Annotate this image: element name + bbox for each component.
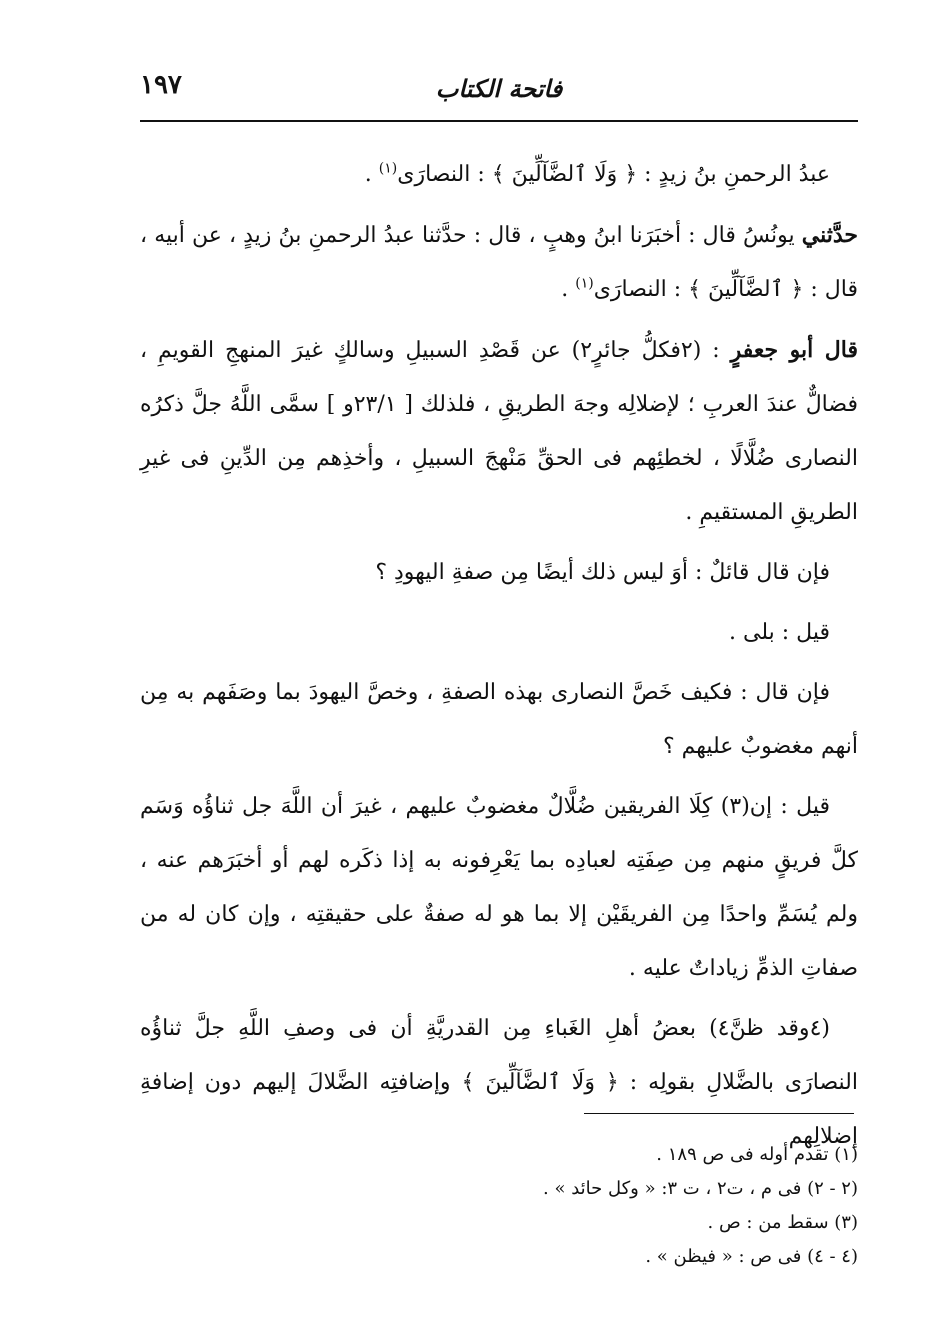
footnote-1: (١) تقدم أوله فى ص ١٨٩ . [656, 1144, 858, 1165]
footnote-3: (٣) سقط من : ص . [707, 1212, 858, 1233]
footnote-ref: (١) [378, 160, 398, 177]
page-header [140, 70, 858, 114]
paragraph-lead: قال أبو جعفرٍ [730, 337, 859, 363]
running-title: فاتحة الكتاب [435, 74, 563, 103]
main-text [140, 148, 858, 1170]
paragraph-end: . [364, 162, 379, 187]
paragraph-1 [140, 148, 858, 202]
header-rule [140, 120, 858, 122]
paragraph-7: قيل : إن(٣) كِلَا الفريقين ضُلَّالٌ مغضوبٌ عليهم ، غيرَ أن اللَّهَ جل ثناؤُه وَسَم كلَّ فريقٍ منهم مِن صِفَتِه لعبادِه بما يَعْرِفونه به إذا ذكَره لهم أو أخبَرَهم عنه ، ولم يُسَمِّ واحدًا مِن الفريقَيْن إلا بما هو له صفةٌ على حقيقتِه ، وإن كان له من صفاتِ الذمِّ زياداتٌ عليه . [140, 794, 858, 981]
footnote-2: (٢ - ٢) فى م ، ت٢ ، ت ٣: « وكل حائد » . [543, 1178, 858, 1199]
footnote-4: (٤ - ٤) فى ص : « فيظن » . [645, 1246, 858, 1267]
paragraph-text: : (٢فكلُّ جائرٍ٢) عن قَصْدِ السبيلِ وسالكٍ غيرَ المنهجِ القويمِ ، فضالٌّ عندَ العربِ ؛ لإضلالِه وجهَ الطريقِ ، فلذلك [ ٢٣/١و ] سمَّى اللَّهُ جلَّ ذكرُه النصارى ضُلَّالًا ، لخطئِهم فى الحقِّ مَنْهجَ السبيلِ ، وأخذِهم مِن الدِّينِ فى غيرِ الطريقِ المستقيمِ . [140, 338, 858, 525]
paragraph-6: فإن قال : فكيف خَصَّ النصارى بهذه الصفةِ ، وخصَّ اليهودَ بما وصَفَهم به مِن أنهم مغضوبٌ عليهم ؟ [140, 680, 858, 759]
page-number: ١٩٧ [140, 70, 182, 100]
paragraph-3 [140, 323, 858, 540]
paragraph-5: قيل : بلى . [729, 620, 830, 645]
footnotes [140, 1138, 858, 1274]
paragraph-lead: حدَّثني [801, 222, 858, 248]
paragraph-2 [140, 208, 858, 317]
paragraph-end: . [561, 277, 576, 302]
paragraph-8: (٤وقد ظنَّ٤) بعضُ أهلِ الغَباءِ مِن القدريَّةِ أن فى وصفِ اللَّهِ جلَّ ثناؤُه النصارَى بالضَّلالِ بقولِه : ﴿ وَلَا ٱلضَّآلِّينَ ﴾ وإضافتِه الضَّلالَ إليهم دون إضافةِ إضلالِهم [140, 1016, 858, 1149]
paragraph-4: فإن قال قائلٌ : أوَ ليس ذلك أيضًا مِن صفةِ اليهودِ ؟ [375, 560, 830, 585]
footnote-ref: (١) [575, 275, 594, 292]
paragraph-text: عبدُ الرحمنِ بنُ زيدٍ : ﴿ وَلَا ٱلضَّآلِّينَ ﴾ : النصارَى [397, 162, 830, 187]
footnote-rule [584, 1113, 854, 1114]
paragraph-text: يونُسُ قال : أخبَرَنا ابنُ وهبٍ ، قال : حدَّثنا عبدُ الرحمنِ بنُ زيدٍ ، عن أبيه ، قال : ﴿ ٱلضَّآلِّينَ ﴾ : النصارَى [140, 223, 858, 302]
